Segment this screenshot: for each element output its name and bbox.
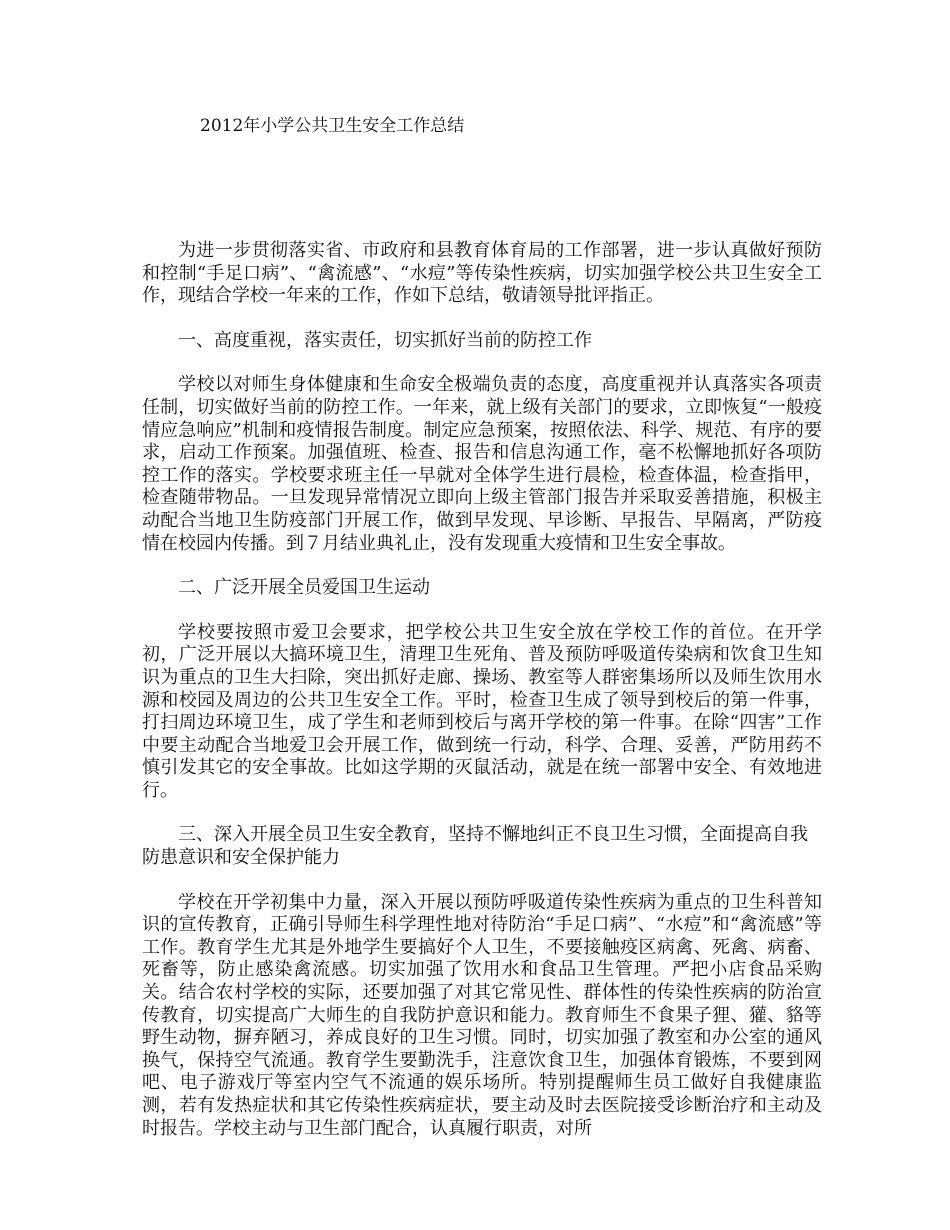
section-2-heading: 二、广泛开展全员爱国卫生运动 (178, 577, 430, 599)
section-1-paragraph: 学校以对师生身体健康和生命安全极端负责的态度，高度重视并认真落实各项责任制，切实做好当前的防控工作。一年来，就上级有关部门的要求，立即恢复“一般疫情应急响应”机制和疫情报告制度。制定应急预案，按照依法、科学、规范、有序的要求，启动工作预案。加强值班、检查、报告和信息沟通工作，毫不松懈地抓好各项防控工作的落实。学校要求班主任一早就对全体学生进行晨检，检查体温，检查指甲，检查随带物品。一旦发现异常情况立即向上级主管部门报告并采取妥善措施，积极主动配合当地卫生防疫部门开展工作，做到早发现、早诊断、早报告、早隔离，严防疫情在校园内传播。到７月结业典礼止，没有发现重大疫情和卫生安全事故。 (142, 374, 822, 554)
section-3-paragraph: 学校在开学初集中力量，深入开展以预防呼吸道传染性疾病为重点的卫生科普知识的宣传教育，正确引导师生科学理性地对待防治“手足口病”、“水痘”和“禽流感”等工作。教育学生尤其是外地学生要搞好个人卫生，不要接触疫区病禽、死禽、病畜、死畜等，防止感染禽流感。切实加强了饮用水和食品卫生管理。严把小店食品采购关。结合农村学校的实际，还要加强了对其它常见性、群体性的传染性疾病的防治宣传教育，切实提高广大师生的自我防护意识和能力。教育师生不食果子狸、獾、貉等野生动物，摒弃陋习，养成良好的卫生习惯。同时，切实加强了教室和办公室的通风换气，保持空气流通。教育学生要勤洗手，注意饮食卫生，加强体育锻炼，不要到网吧、电子游戏厅等室内空气不流通的娱乐场所。特别提醒师生员工做好自我健康监测，若有发热症状和其它传染性疾病症状，要主动及时去医院接受诊断治疗和主动及时报告。学校主动与卫生部门配合，认真履行职责，对所 (142, 891, 822, 1139)
section-2-paragraph: 学校要按照市爱卫会要求，把学校公共卫生安全放在学校工作的首位。在开学初，广泛开展以大搞环境卫生，清理卫生死角、普及预防呼吸道传染病和饮食卫生知识为重点的卫生大扫除，突出抓好走廊、操场、教室等人群密集场所以及师生饮用水源和校园及周边的公共卫生安全工作。平时，检查卫生成了领导到校后的第一件事，打扫周边环境卫生，成了学生和老师到校后与离开学校的第一件事。在除“四害”工作中要主动配合当地爱卫会开展工作，做到统一行动，科学、合理、妥善，严防用药不慎引发其它的安全事故。比如这学期的灭鼠活动，就是在统一部署中安全、有效地进行。 (142, 621, 822, 801)
section-1-heading: 一、高度重视，落实责任，切实抓好当前的防控工作 (178, 329, 592, 351)
document-title: 2012年小学公共卫生安全工作总结 (200, 116, 465, 136)
section-3-heading: 三、深入开展全员卫生安全教育，坚持不懈地纠正不良卫生习惯，全面提高自我防患意识和安全保护能力 (142, 824, 808, 869)
intro-paragraph: 为进一步贯彻落实省、市政府和县教育体育局的工作部署，进一步认真做好预防和控制“手足口病”、“禽流感”、“水痘”等传染性疾病，切实加强学校公共卫生安全工作，现结合学校一年来的工作，作如下总结，敬请领导批评指正。 (142, 240, 822, 307)
document-body (142, 240, 822, 1140)
